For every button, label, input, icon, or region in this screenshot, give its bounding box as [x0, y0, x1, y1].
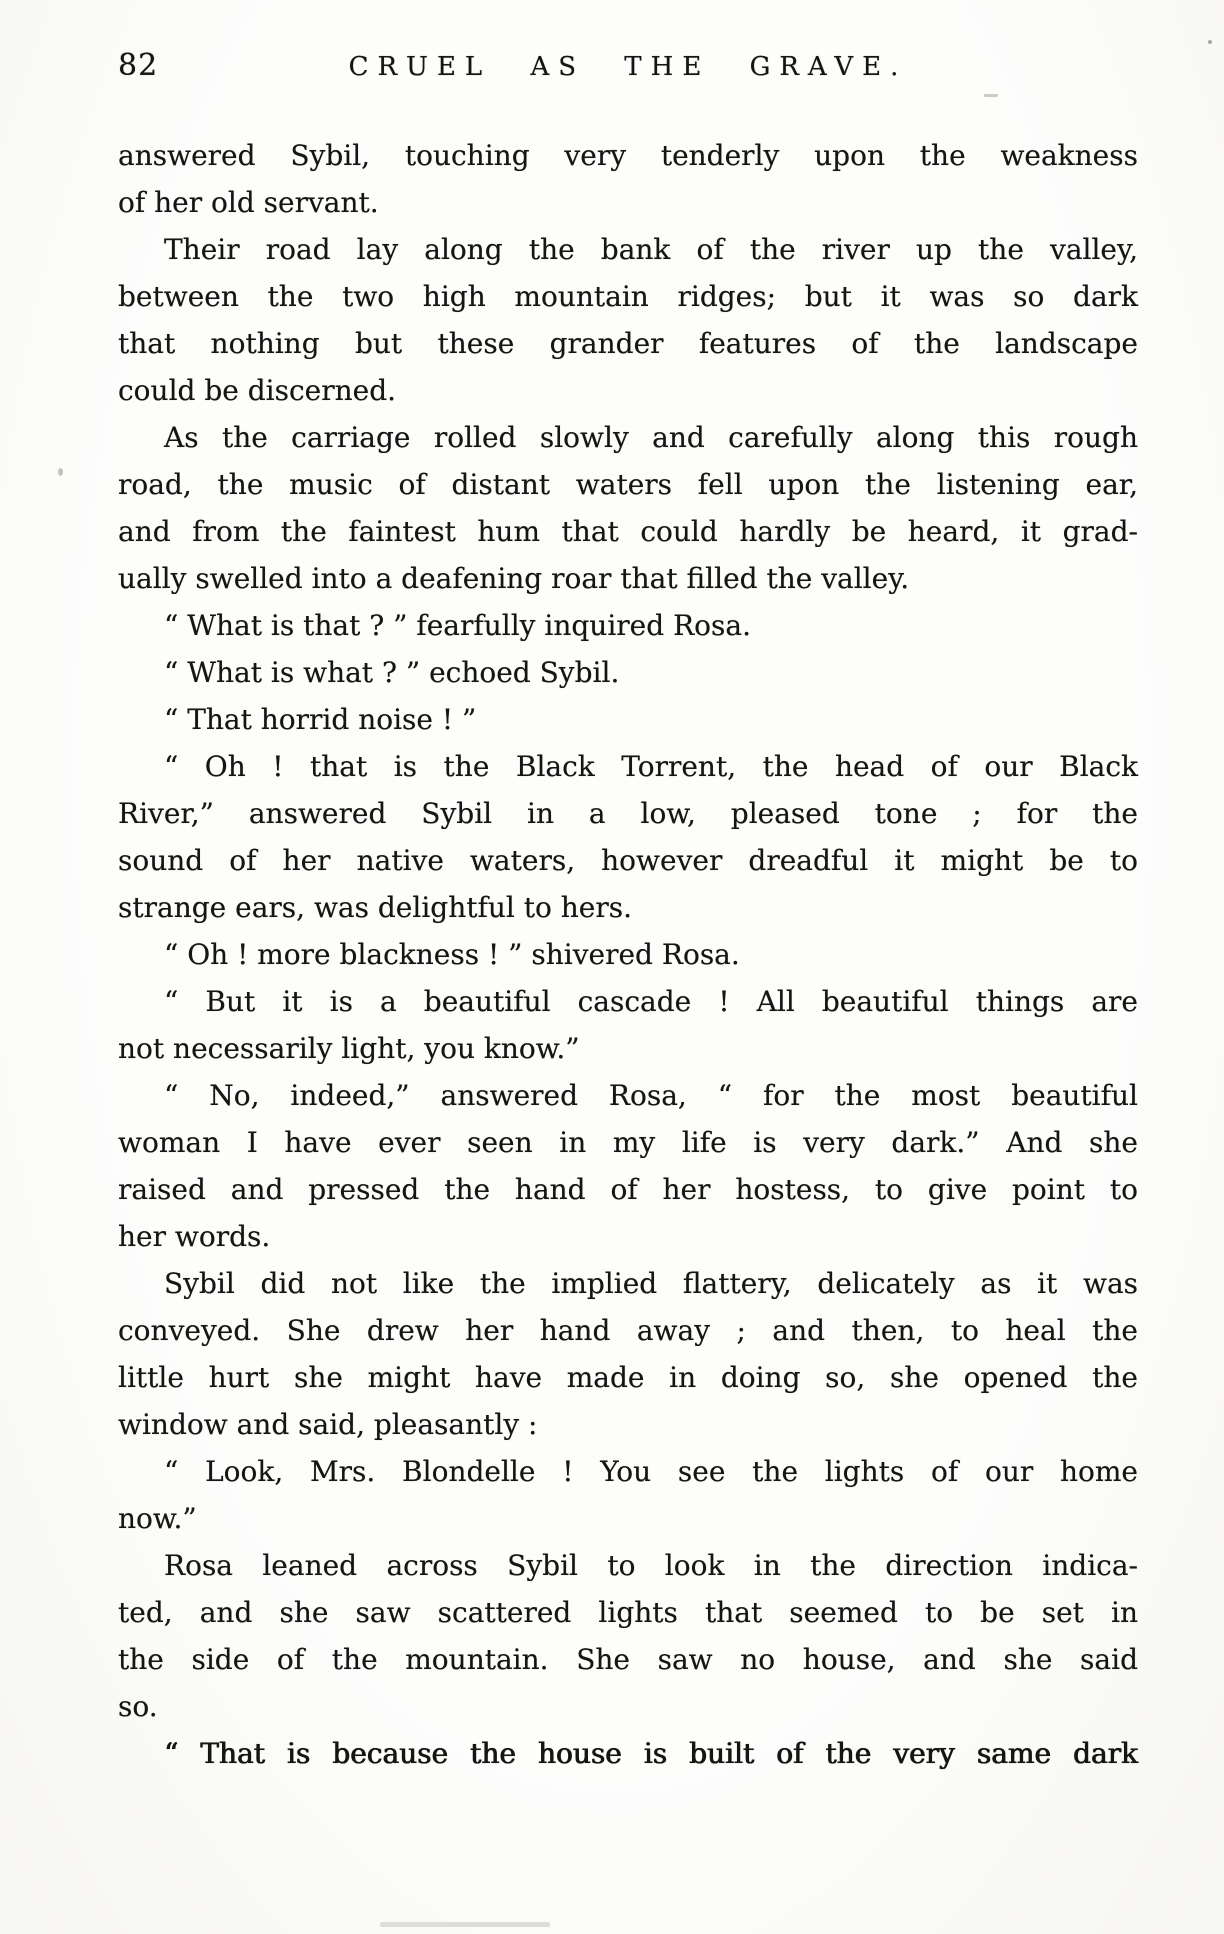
text-line: “ What is what ? ” echoed Sybil.	[164, 656, 620, 689]
paragraph	[118, 414, 1138, 602]
text-line: strange ears, was delightful to hers.	[118, 891, 633, 924]
text-line: “ Oh ! more blackness ! ” shivered Rosa.	[164, 938, 740, 971]
scan-artifact	[58, 468, 63, 476]
text-line: window and said, pleasantly :	[118, 1408, 538, 1441]
text-line: not necessarily light, you know.”	[118, 1032, 580, 1065]
scan-artifact	[380, 1922, 550, 1927]
text-line: As the carriage rolled slowly and carefully along this rough	[164, 421, 1138, 454]
paragraph	[118, 132, 1138, 226]
paragraph	[118, 1448, 1138, 1542]
body-text	[118, 132, 1138, 1777]
running-title: CRUEL AS THE GRAVE.	[348, 52, 908, 82]
text-line: woman I have ever seen in my life is very dark.” And she	[118, 1126, 1138, 1159]
paragraph	[118, 1542, 1138, 1730]
text-line: between the two high mountain ridges; but it was so dark	[118, 280, 1138, 313]
text-line: Their road lay along the bank of the river up the valley,	[164, 233, 1138, 266]
paragraph	[118, 1730, 1138, 1777]
text-line: “ What is that ? ” fearfully inquired Rosa.	[164, 609, 751, 642]
paragraph	[118, 931, 1138, 978]
text-line: of her old servant.	[118, 186, 379, 219]
text-line: raised and pressed the hand of her hostess, to give point to	[118, 1173, 1138, 1206]
text-line: sound of her native waters, however dreadful it might be to	[118, 844, 1138, 877]
text-line: “ No, indeed,” answered Rosa, “ for the most beautiful	[164, 1079, 1138, 1112]
text-line: now.”	[118, 1502, 197, 1535]
text-line: Sybil did not like the implied flattery, delicately as it was	[164, 1267, 1138, 1300]
page-header	[118, 46, 1138, 90]
text-line: “ But it is a beautiful cascade ! All beautiful things are	[164, 985, 1138, 1018]
text-line: that nothing but these grander features of the landscape	[118, 327, 1138, 360]
text-line: could be discerned.	[118, 374, 397, 407]
paragraph	[118, 1260, 1138, 1448]
text-line: Rosa leaned across Sybil to look in the direction indica-	[164, 1549, 1138, 1582]
text-line: “ That is because the house is built of the very same dark	[164, 1737, 1138, 1770]
scan-artifact	[1208, 40, 1212, 44]
text-line: ted, and she saw scattered lights that seemed to be set in	[118, 1596, 1138, 1629]
text-line: River,” answered Sybil in a low, pleased tone ; for the	[118, 797, 1138, 830]
text-line: little hurt she might have made in doing so, she opened the	[118, 1361, 1138, 1394]
text-line: answered Sybil, touching very tenderly upon the weakness	[118, 139, 1138, 172]
text-line: “ Oh ! that is the Black Torrent, the head of our Black	[164, 750, 1138, 783]
text-line: ually swelled into a deafening roar that filled the valley.	[118, 562, 910, 595]
text-line: the side of the mountain. She saw no house, and she said	[118, 1643, 1138, 1676]
text-line: her words.	[118, 1220, 271, 1253]
text-line: “ Look, Mrs. Blondelle ! You see the lights of our home	[164, 1455, 1138, 1488]
scan-artifact	[984, 94, 998, 97]
paragraph	[118, 602, 1138, 649]
page-number: 82	[118, 48, 159, 83]
text-line: so.	[118, 1690, 158, 1723]
text-line: and from the faintest hum that could hardly be heard, it grad-	[118, 515, 1138, 548]
paragraph	[118, 696, 1138, 743]
paragraph	[118, 226, 1138, 414]
text-line: conveyed. She drew her hand away ; and then, to heal the	[118, 1314, 1138, 1347]
paragraph	[118, 743, 1138, 931]
text-line: road, the music of distant waters fell upon the listening ear,	[118, 468, 1138, 501]
text-line: “ That horrid noise ! ”	[164, 703, 477, 736]
paragraph	[118, 978, 1138, 1072]
paragraph	[118, 649, 1138, 696]
paragraph	[118, 1072, 1138, 1260]
